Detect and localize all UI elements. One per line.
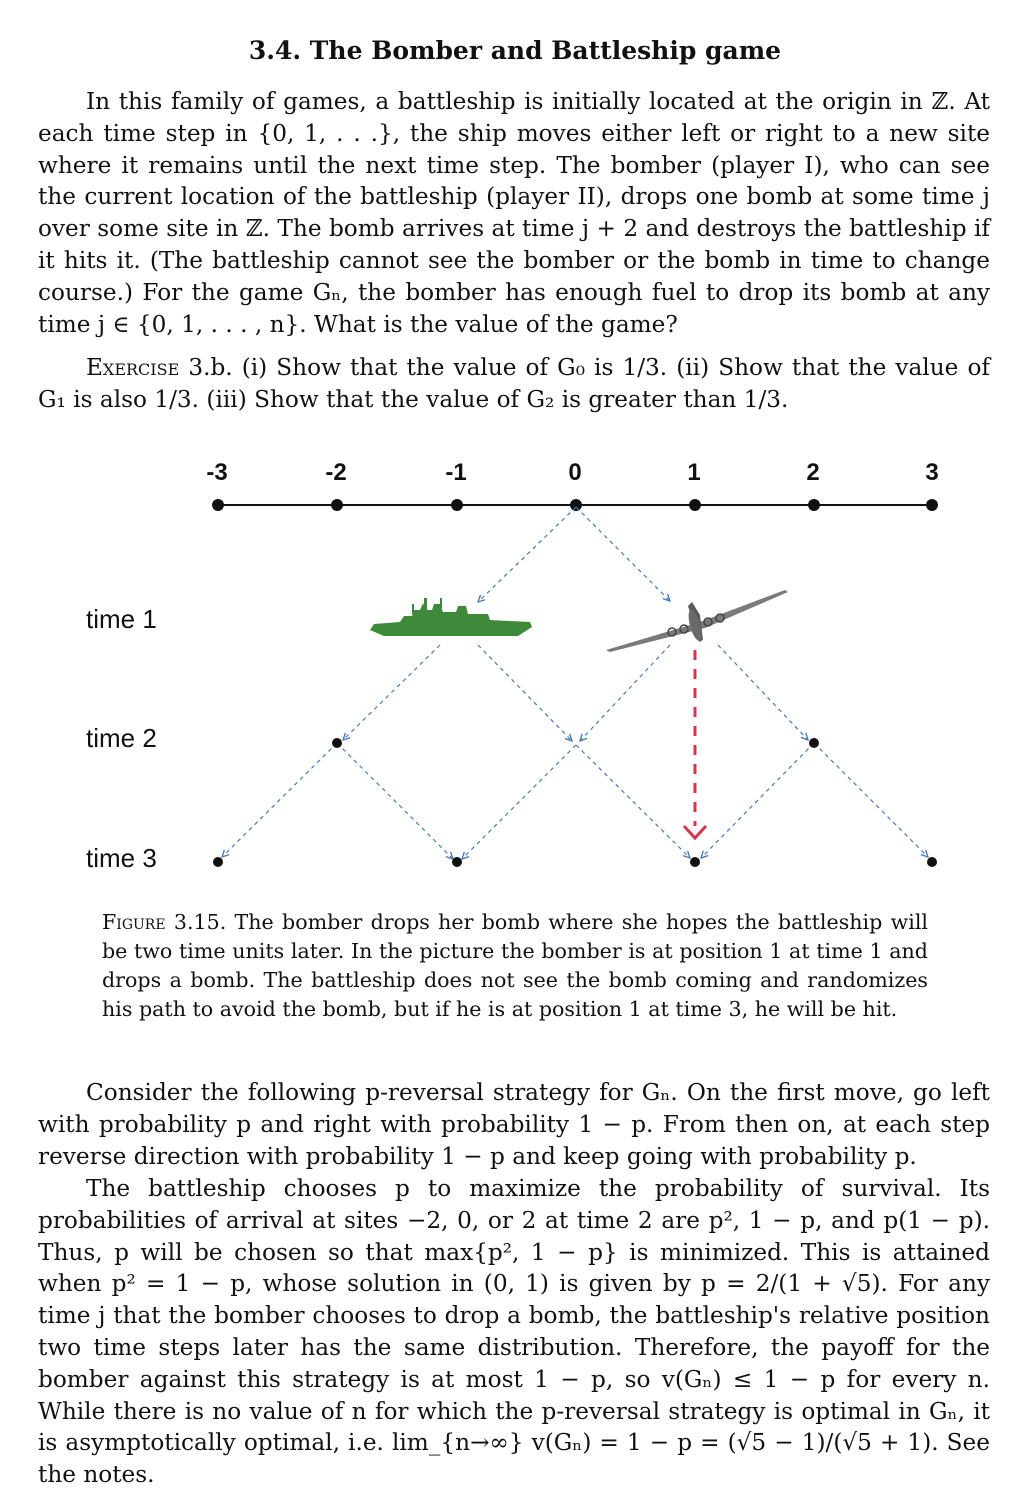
path-arrow: [337, 743, 453, 859]
exercise-text: 3.b. (i) Show that the value of G₀ is 1/3. (ii) Show that the value of G₁ is also 1/3. (iii) Show that the value of G₂ is greater than 1/3.: [38, 354, 990, 413]
figure-label: Figure: [102, 910, 166, 934]
position-label: 2: [806, 459, 820, 486]
intro-paragraph: In this family of games, a battleship is initially located at the origin in ℤ. At each time step in {0, 1, . . .}, the ship moves either left or right to a new site where it remains until the next time step. The bomber (player I), who can see the current location of the battleship (player II), drops one bomb at some time j over some site in ℤ. The bomb arrives at time j + 2 and destroys the battleship if it hits it. (The battleship cannot see the bomber or the bomb in time to change course.) For the game Gₙ, the bomber has enough fuel to drop its bomb at any time j ∈ {0, 1, . . . , n}. What is the value of the game?: [38, 88, 990, 338]
site-dot: [689, 499, 701, 511]
path-arrow: [462, 745, 576, 859]
path-arrow: [701, 743, 814, 858]
time-label: time 1: [86, 604, 157, 634]
site-dot: [570, 499, 582, 511]
site-dot: [690, 857, 700, 867]
site-dot: [927, 857, 937, 867]
path-arrow: [343, 645, 440, 740]
path-arrow: [222, 743, 337, 857]
site-dot: [332, 738, 342, 748]
site-dot: [809, 738, 819, 748]
time-label: time 3: [86, 843, 157, 873]
figure-caption: [102, 908, 928, 1024]
path-arrow: [576, 507, 670, 601]
position-label: 0: [568, 459, 582, 486]
path-arrow: [478, 507, 576, 602]
position-label: -2: [325, 459, 347, 486]
path-arrow: [576, 745, 690, 858]
bomb-arrowhead: [684, 826, 706, 838]
site-dot: [452, 857, 462, 867]
position-label: -3: [206, 459, 228, 486]
position-label: 1: [687, 459, 701, 486]
path-arrow: [718, 645, 808, 740]
site-dot: [926, 499, 938, 511]
battleship-icon: [370, 598, 532, 636]
analysis-paragraph: The battleship chooses p to maximize the probability of survival. Its probabilities of arrival at sites −2, 0, or 2 at time 2 are p², 1 − p, and p(1 − p). Thus, p will be chosen so that max{p², 1 − p} is minimized. This is attained when p² = 1 − p, whose solution in (0, 1) is given by p = 2/(1 + √5). For any time j that the bomber chooses to drop a bomb, the battleship's relative position two time steps later has the same distribution. Therefore, the payoff for the bomber against this strategy is at most 1 − p, so v(Gₙ) ≤ 1 − p for every n. While there is no value of n for which the p-reversal strategy is optimal in Gₙ, it is asymptotically optimal, i.e. lim_{n→∞} v(Gₙ) = 1 − p = (√5 − 1)/(√5 + 1). See the notes.: [38, 1175, 990, 1489]
path-arrow: [478, 645, 572, 741]
time-label: time 2: [86, 723, 157, 753]
site-dot: [212, 499, 224, 511]
exercise-label: Exercise: [86, 354, 180, 381]
path-arrow: [580, 645, 670, 741]
position-label: -1: [445, 459, 467, 486]
figure-caption-text: 3.15. The bomber drops her bomb where she hopes the battleship will be two time units later. In the picture the bomber is at position 1 at time 1 and drops a bomb. The battleship does not see the bomb coming and randomizes his path to avoid the bomb, but if he is at position 1 at time 3, he will be hit.: [102, 910, 928, 1021]
site-dot: [451, 499, 463, 511]
site-dot: [331, 499, 343, 511]
site-dot: [213, 857, 223, 867]
strategy-paragraph: Consider the following p-reversal strategy for Gₙ. On the first move, go left with probability p and right with probability 1 − p. From then on, at each step reverse direction with probability 1 − p and keep going with probability p.: [38, 1079, 990, 1170]
position-label: 3: [925, 459, 939, 486]
section-heading: 3.4. The Bomber and Battleship game: [248, 36, 782, 65]
path-arrow: [814, 743, 928, 857]
bomber-plane-icon: [606, 590, 788, 652]
site-dot: [808, 499, 820, 511]
